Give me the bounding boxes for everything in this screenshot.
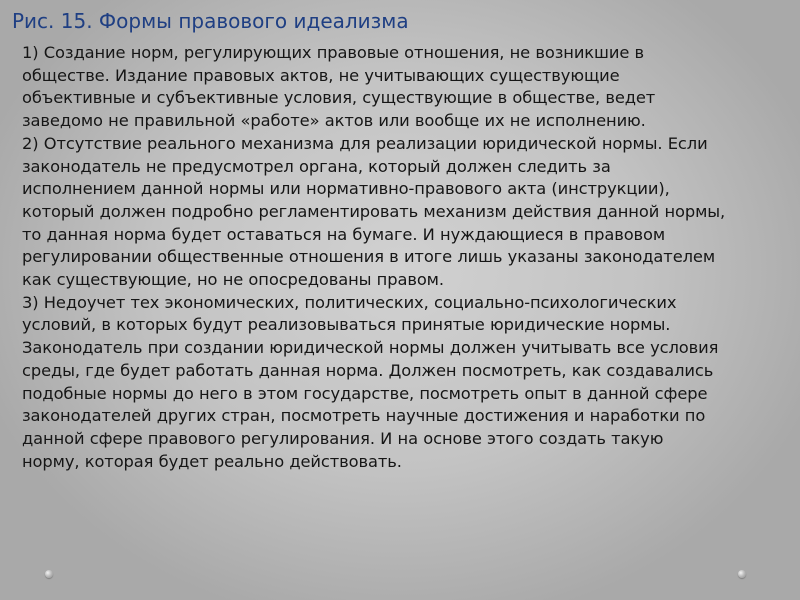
text-line: исполнением данной нормы или нормативно-правового акта (инструкции),	[22, 179, 670, 199]
text-line: обществе. Издание правовых актов, не учитывающих существующие	[22, 65, 620, 85]
paragraph-3	[22, 292, 794, 474]
text-line: условий, в которых будут реализовываться принятые юридические нормы.	[22, 315, 671, 335]
text-line: регулировании общественные отношения в итоге лишь указаны законодателем	[22, 247, 716, 267]
paragraph-2	[22, 133, 794, 292]
text-line: 3) Недоучет тех экономических, политических, социально-психологических	[22, 292, 677, 312]
text-line: 1) Создание норм, регулирующих правовые отношения, не возникшие в	[22, 43, 645, 62]
text-line: объективные и субъективные условия, существующие в обществе, ведет	[22, 88, 656, 108]
text-line: среды, где будет работать данная норма. Должен посмотреть, как создавались	[22, 360, 714, 380]
slide-title: Рис. 15. Формы правового идеализма	[12, 9, 409, 33]
text-line: законодателей других стран, посмотреть научные достижения и наработки по	[22, 406, 706, 426]
slide-body	[22, 42, 794, 473]
text-line: заведомо не правильной «работе» актов или вообще их не исполнению.	[22, 111, 646, 131]
paragraph-1	[22, 42, 794, 133]
decorative-dot-icon	[738, 570, 746, 578]
text-line: Законодатель при создании юридической нормы должен учитывать все условия	[22, 338, 719, 358]
text-line: который должен подробно регламентировать механизм действия данной нормы,	[22, 201, 726, 221]
text-line: то данная норма будет оставаться на бумаге. И нуждающиеся в правовом	[22, 224, 666, 244]
text-line: подобные нормы до него в этом государстве, посмотреть опыт в данной сфере	[22, 383, 708, 403]
text-line: 2) Отсутствие реального механизма для реализации юридической нормы. Если	[22, 133, 708, 153]
text-line: данной сфере правового регулирования. И на основе этого создать такую	[22, 428, 664, 448]
text-line: как существующие, но не опосредованы правом.	[22, 270, 444, 290]
text-line: норму, которая будет реально действовать.	[22, 451, 402, 471]
text-line: законодатель не предусмотрел органа, который должен следить за	[22, 156, 611, 176]
decorative-dot-icon	[45, 570, 53, 578]
